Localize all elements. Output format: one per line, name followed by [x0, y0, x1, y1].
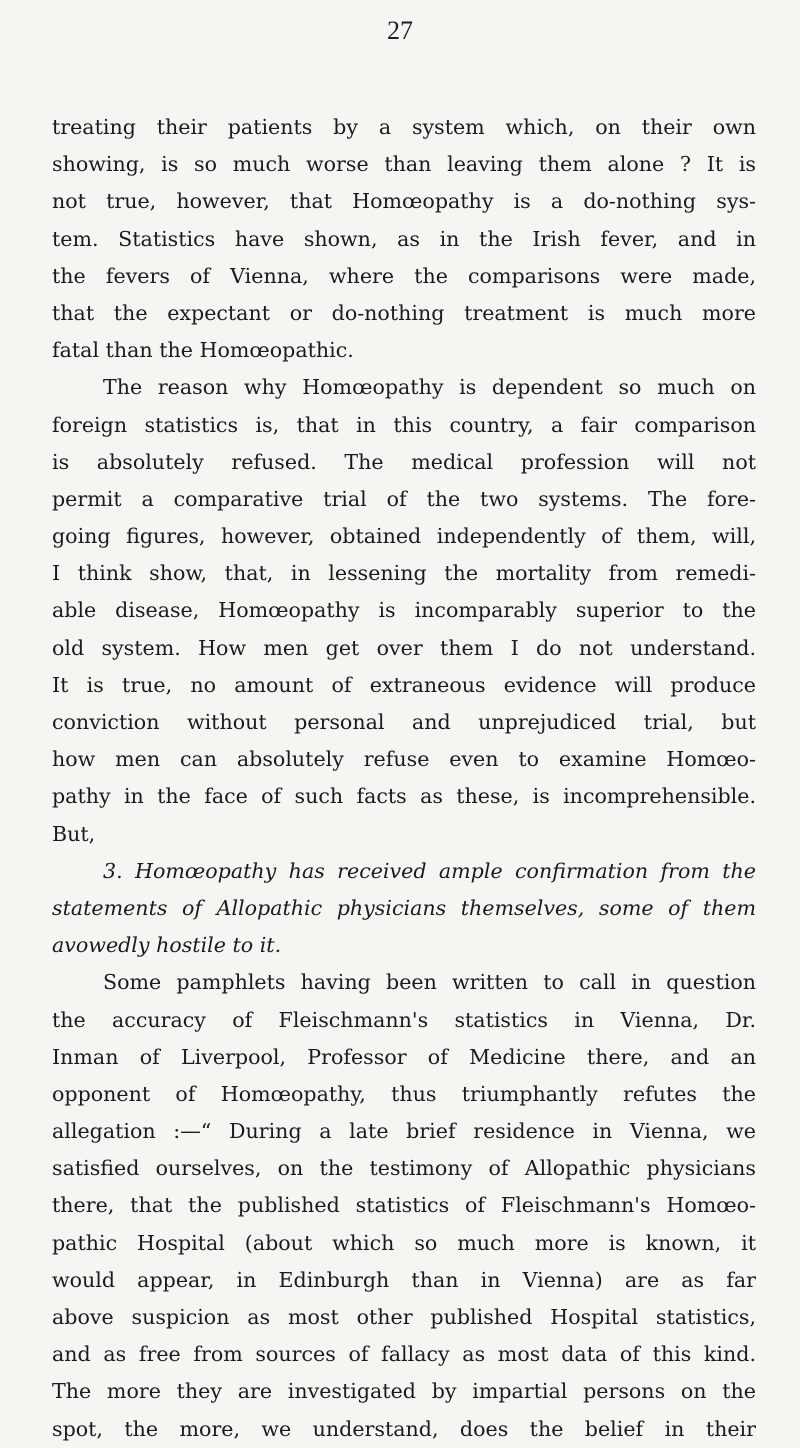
text-line: conviction without personal and unprejudiced trial, but: [52, 710, 756, 734]
text-line: not true, however, that Homœopathy is a do-nothing sys-: [52, 189, 756, 214]
text-line: Inman of Liverpool, Professor of Medicine there, and an: [52, 1044, 756, 1069]
text-line: tem. Statistics have shown, as in the Irish fever, and in: [52, 226, 756, 251]
text-line: how men can absolutely refuse even to examine Homœo-: [52, 747, 756, 772]
text-line: spot, the more, we understand, does the belief in their: [52, 1416, 756, 1441]
text-line: pathic Hospital (about which so much more is known, it: [52, 1230, 756, 1255]
text-line: But,: [52, 821, 96, 846]
text-line: The reason why Homœopathy is dependent so much on: [103, 375, 756, 400]
text-line: showing, is so much worse than leaving them alone ? It is: [52, 152, 756, 177]
text-line: foreign statistics is, that in this country, a fair comparison: [52, 412, 756, 437]
text-line: The more they are investigated by impartial persons on the: [52, 1379, 756, 1404]
text-line: able disease, Homœopathy is incomparably superior to the: [52, 598, 756, 623]
section-heading-line: 3. Homœopathy has received ample confirmation from the: [103, 858, 756, 883]
text-line: is absolutely refused. The medical profession will not: [52, 449, 756, 474]
text-line: It is true, no amount of extraneous evidence will produce: [52, 672, 756, 697]
text-line: allegation :—“ During a late brief residence in Vienna, we: [52, 1119, 756, 1144]
text-line: there, that the published statistics of Fleischmann's Homœo-: [52, 1193, 756, 1218]
text-line: would appear, in Edinburgh than in Vienna) are as far: [52, 1267, 756, 1292]
text-line: satisfied ourselves, on the testimony of Allopathic physicians: [52, 1156, 756, 1181]
text-line: old system. How men get over them I do not understand.: [52, 635, 756, 660]
text-line: opponent of Homœopathy, thus triumphantly refutes the: [52, 1081, 756, 1106]
text-line: treating their patients by a system which, on their own: [52, 115, 756, 139]
text-line: I think show, that, in lessening the mortality from remedi-: [52, 561, 756, 586]
text-line: going figures, however, obtained independently of them, will,: [52, 524, 756, 549]
text-line: that the expectant or do-nothing treatment is much more: [52, 300, 756, 325]
text-line: the fevers of Vienna, where the comparisons were made,: [52, 263, 756, 288]
text-line: pathy in the face of such facts as these, is incomprehensible.: [52, 784, 756, 809]
text-line: permit a comparative trial of the two systems. The fore-: [52, 486, 756, 511]
text-line: the accuracy of Fleischmann's statistics in Vienna, Dr.: [52, 1007, 756, 1032]
text-line: Some pamphlets having been written to call in question: [103, 970, 756, 995]
body-text: [52, 109, 756, 1448]
section-heading-line: avowedly hostile to it.: [52, 933, 282, 958]
page-number: 27: [387, 16, 413, 45]
text-line: fatal than the Homœopathic.: [52, 338, 354, 363]
text-line: above suspicion as most other published Hospital statistics,: [52, 1305, 756, 1329]
text-line: and as free from sources of fallacy as most data of this kind.: [52, 1342, 756, 1367]
section-heading-line: statements of Allopathic physicians themselves, some of them: [52, 895, 756, 920]
